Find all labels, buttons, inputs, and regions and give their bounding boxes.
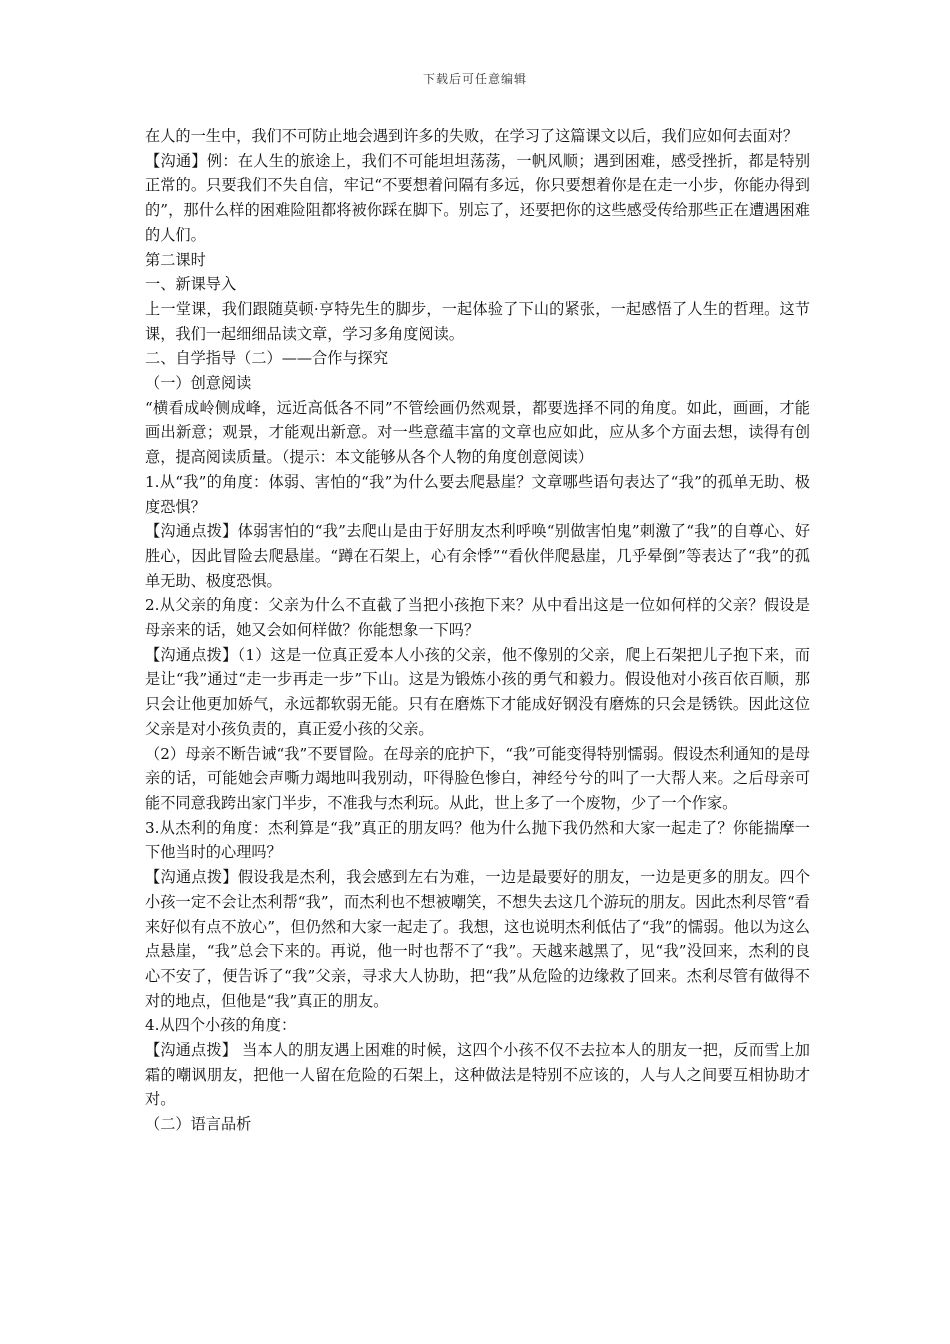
paragraph-intro-question: 在人的一生中，我们不可防止地会遇到许多的失败，在学习了这篇课文以后，我们应如何去面对？	[145, 127, 799, 145]
document-body	[145, 124, 810, 1137]
question-1-me: 1.从“我”的角度：体弱、害怕的“我”为什么要去爬悬崖？文章哪些语句表达了“我”的孤单无助、极度恐惧？	[145, 472, 810, 516]
answer-3-jerry: 【沟通点拨】假设我是杰利，我会感到左右为难，一边是最要好的朋友，一边是更多的朋友。四个小孩一定不会让杰利帮“我”，而杰利也不想被嘲笑，不想失去这几个游玩的朋友。因此杰利尽管“看来好似有点不放心”，但仍然和大家一起走了。我想，这也说明杰利低估了“我”的懦弱。他以为这么点悬崖，“我”总会下来的。再说，他一时也帮不了“我”。天越来越黑了，见“我”没回来，杰利的良心不安了，便告诉了“我”父亲，寻求大人协助，把“我”从危险的边缘救了回来。杰利尽管有做得不对的地点，但他是“我”真正的朋友。	[145, 868, 810, 1010]
answer-2-father: 【沟通点拨】（1）这是一位真正爱本人小孩的父亲，他不像别的父亲，爬上石架把儿子抱下来，而是让“我”通过“走一步再走一步”下山。这是为锻炼小孩的勇气和毅力。假设他对小孩百依百顺，那只会让他更加娇气，永远都软弱无能。只有在磨炼下才能成好钢没有磨炼的只会是锈铁。因此这位父亲是对小孩负责的，真正爱小孩的父亲。	[145, 645, 810, 738]
answer-2-mother: （2）母亲不断告诫“我”不要冒险。在母亲的庇护下，“我”可能变得特别懦弱。假设杰利通知的是母亲的话，可能她会声嘶力竭地叫我别动，吓得脸色惨白，神经兮兮的叫了一大帮人来。之后母亲可能不同意我跨出家门半步，不准我与杰利玩。从此，世上多了一个废物，少了一个作家。	[145, 744, 810, 812]
paragraph-lesson-intro: 上一堂课，我们跟随莫顿·亨特先生的脚步，一起体验了下山的紧张，一起感悟了人生的哲理。这节课，我们一起细细品读文章，学习多角度阅读。	[145, 299, 810, 343]
subheading-creative-reading: （一）创意阅读	[145, 374, 252, 393]
paragraph-creative-reading: “横看成岭侧成峰，远近高低各不同”不管绘画仍然观景，都要选择不同的角度。如此，画画，才能画出新意；观景，才能观出新意。对一些意蕴丰富的文章也应如此，应从多个方面去想，读得有创意，提高阅读质量。（提示：本文能够从各个人物的角度创意阅读）	[145, 398, 810, 467]
section-heading-self-study: 二、自学指导（二）——合作与探究	[145, 349, 388, 368]
answer-4-four-kids: 【沟通点拨】 当本人的朋友遇上困难的时候，这四个小孩不仅不去拉本人的朋友一把，反而雪上加霜的嘲讽朋友，把他一人留在危险的石架上，这种做法是特别不应该的，人与人之间要互相协助才对。	[145, 1041, 810, 1109]
paragraph-communication-example: 【沟通】例：在人生的旅途上，我们不可能坦坦荡荡，一帆风顺；遇到困难，感受挫折，都是特别正常的。只要我们不失自信，牢记“不要想着问隔有多远，你只要想着你是在走一小步，你能办得到的”，那什么样的困难险阻都将被你踩在脚下。别忘了，还要把你的这些感受传给那些正在遭遇困难的人们。	[145, 151, 810, 244]
page-header: 下载后可任意编辑	[422, 72, 527, 86]
section-heading-new-lesson-intro: 一、新课导入	[145, 275, 237, 294]
section-heading-second-lesson: 第二课时	[145, 250, 206, 269]
subheading-language-analysis: （二）语言品析	[145, 1115, 252, 1134]
question-3-jerry: 3.从杰利的角度：杰利算是“我”真正的朋友吗？他为什么抛下我仍然和大家一起走了？你能揣摩一下他当时的心理吗？	[145, 818, 810, 862]
answer-1-me: 【沟通点拨】体弱害怕的“我”去爬山是由于好朋友杰利呼唤“别做害怕鬼”刺激了“我”的自尊心、好胜心，因此冒险去爬悬崖。“蹲在石架上，心有余悸”“看伙伴爬悬崖，几乎晕倒”等表达了“我”的孤单无助、极度恐惧。	[145, 522, 810, 590]
question-2-father: 2.从父亲的角度：父亲为什么不直截了当把小孩抱下来？从中看出这是一位如何样的父亲？假设是母亲来的话，她又会如何样做？你能想象一下吗？	[145, 596, 810, 640]
question-4-four-kids: 4.从四个小孩的角度：	[145, 1016, 297, 1035]
